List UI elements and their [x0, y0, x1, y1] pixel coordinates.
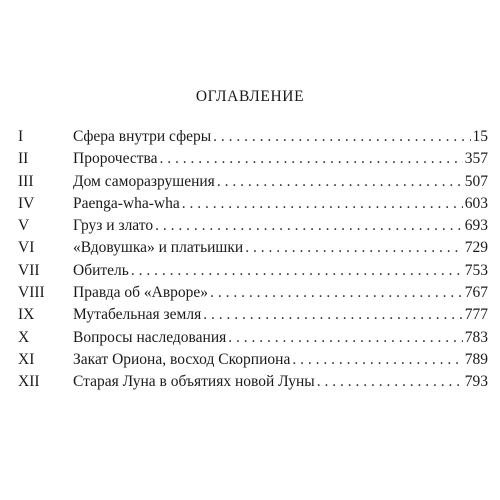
toc-entry — [18, 306, 488, 328]
toc-entry-page: 789 — [464, 350, 488, 368]
toc-entry-title: Закат Ориона, восход Скорпиона — [73, 350, 291, 368]
toc-leader-dots — [317, 373, 463, 391]
toc-entry-title: Обитель — [73, 261, 129, 279]
toc-entry-number: III — [18, 172, 34, 190]
toc-entry — [18, 173, 488, 195]
toc-entry — [18, 284, 488, 306]
toc-leader-dots — [155, 217, 463, 235]
toc-entry-page: 793 — [464, 373, 488, 391]
toc-entry — [18, 195, 488, 217]
toc-entry-page: 753 — [464, 261, 488, 279]
toc-entry — [18, 150, 488, 172]
toc-entry-title: Пророчества — [73, 150, 158, 168]
toc-leader-dots — [203, 306, 463, 324]
toc-leader-dots — [210, 284, 463, 302]
toc-entry-number: VI — [18, 239, 35, 257]
toc-leader-dots — [182, 195, 463, 213]
toc-title: ОГЛАВЛЕНИЕ — [195, 88, 305, 105]
toc-leader-dots — [131, 262, 463, 280]
toc-entry-title: Груз и злато — [73, 217, 154, 235]
toc-entry-number: II — [18, 150, 29, 168]
toc-entry-page: 693 — [464, 217, 488, 235]
toc-entry — [18, 351, 488, 373]
toc-entry — [18, 239, 488, 261]
toc-leader-dots — [213, 128, 470, 146]
toc-list — [18, 128, 488, 396]
toc-leader-dots — [245, 239, 463, 257]
toc-entry-title: Сфера внутри сферы — [73, 128, 212, 145]
toc-entry-title: Правда об «Авроре» — [73, 284, 209, 302]
toc-entry-number: X — [18, 328, 30, 346]
toc-entry — [18, 329, 488, 351]
toc-entry-page: 767 — [464, 284, 488, 302]
toc-entry — [18, 217, 488, 239]
toc-leader-dots — [292, 351, 462, 369]
toc-entry-number: V — [18, 217, 30, 235]
toc-entry-page: 507 — [464, 172, 488, 190]
toc-entry-page: 777 — [464, 306, 488, 324]
toc-entry-number: I — [18, 128, 24, 145]
toc-entry-number: XII — [18, 373, 40, 391]
toc-entry-page: 603 — [464, 194, 488, 212]
toc-entry-title: Вопросы наследования — [73, 328, 227, 346]
toc-entry-number: VII — [18, 261, 40, 279]
toc-entry-number: IX — [18, 306, 35, 324]
toc-entry-page: 357 — [464, 150, 488, 168]
toc-entry — [18, 262, 488, 284]
toc-entry — [18, 128, 488, 150]
toc-entry-page: 729 — [464, 239, 488, 257]
toc-leader-dots — [228, 329, 462, 347]
toc-leader-dots — [217, 173, 463, 191]
toc-entry-title: «Вдовушка» и платьишки — [73, 239, 244, 257]
toc-leader-dots — [160, 150, 463, 168]
toc-entry-title: Paenga-wha-wha — [73, 194, 180, 212]
toc-entry-title: Дом саморазрушения — [73, 172, 215, 190]
toc-entry-number: VIII — [18, 284, 45, 302]
toc-entry-page: 783 — [464, 328, 488, 346]
toc-entry-number: XI — [18, 350, 35, 368]
toc-entry-number: IV — [18, 194, 35, 212]
toc-entry-title: Мутабельная земля — [73, 306, 202, 324]
toc-entry-title: Старая Луна в объятиях новой Луны — [73, 373, 315, 391]
toc-entry-page: 15 — [472, 128, 488, 145]
toc-entry — [18, 373, 488, 395]
